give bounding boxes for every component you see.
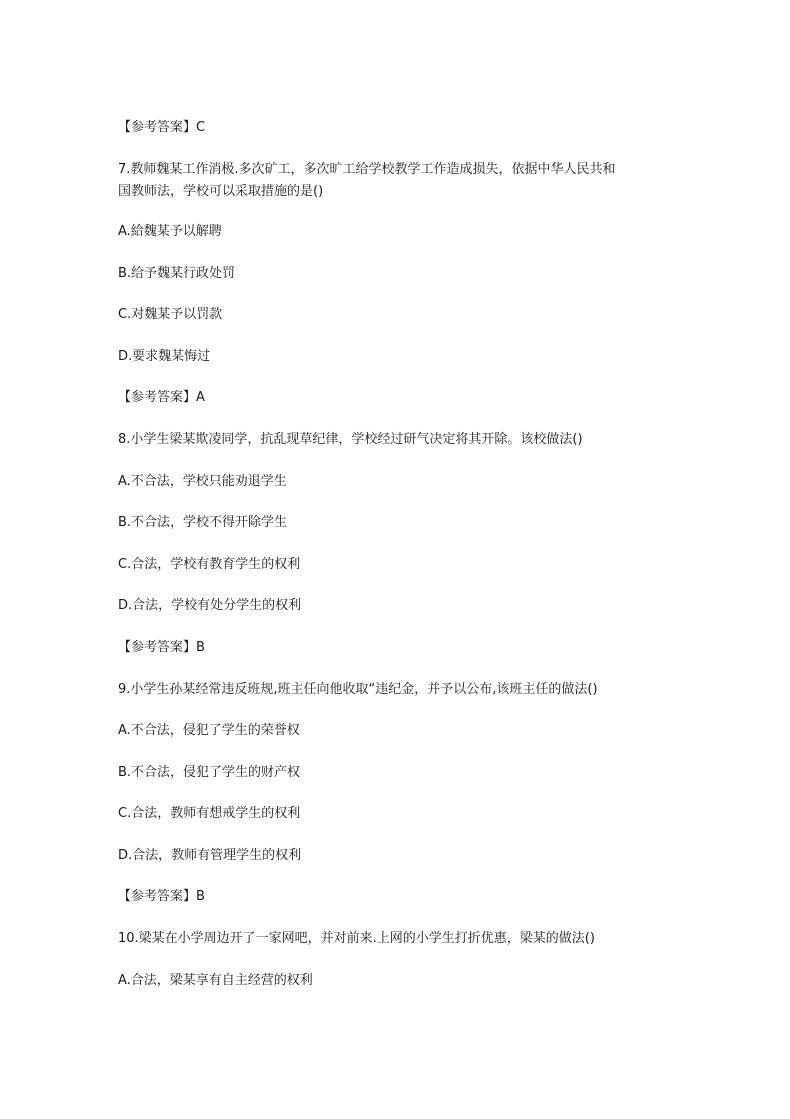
option-d: D.合法，学校有处分学生的权利 bbox=[118, 598, 302, 613]
option-c: C.合法，学校有教育学生的权利 bbox=[118, 557, 301, 572]
question-7-line-2: 国教师法，学校可以采取措施的是() bbox=[118, 184, 324, 199]
question-7-line-1: 7.教师魏某工作消极.多次矿工，多次旷工给学校教学工作造成损失，依据中华人民共和 bbox=[118, 162, 616, 177]
option-c: C.合法，教师有想戒学生的权利 bbox=[118, 806, 301, 821]
option-c: C.对魏某予以罚款 bbox=[118, 307, 223, 322]
option-b: B.给予魏某行政处罚 bbox=[118, 266, 236, 281]
option-b: B.不合法，侵犯了学生的财产权 bbox=[118, 765, 301, 780]
question-10: 10.梁某在小学周边开了一家网吧，并对前来.上网的小学生打折优惠，梁某的做法() bbox=[118, 931, 595, 946]
answer-line: 【参考答案】A bbox=[118, 390, 205, 405]
question-8: 8.小学生梁某欺凌同学，抗乱现草纪律，学校经过研气决定将其开除。该校做法() bbox=[118, 432, 583, 447]
option-a: A.合法，梁某享有自主经营的权利 bbox=[118, 973, 313, 988]
option-b: B.不合法，学校不得开除学生 bbox=[118, 515, 288, 530]
answer-line: 【参考答案】B bbox=[118, 640, 205, 655]
answer-line: 【参考答案】B bbox=[118, 889, 205, 904]
option-d: D.要求魏某悔过 bbox=[118, 349, 211, 364]
question-9: 9.小学生孙某经常违反班规,班主任向他收取“违纪金，并予以公布,该班主任的做法() bbox=[118, 682, 598, 697]
option-a: A.不合法，学校只能劝退学生 bbox=[118, 474, 287, 489]
option-a: A.不合法，侵犯了学生的荣誉权 bbox=[118, 723, 300, 738]
option-d: D.合法，教师有管理学生的权利 bbox=[118, 848, 302, 863]
answer-line: 【参考答案】C bbox=[118, 120, 206, 135]
option-a: A.給魏某予以解聘 bbox=[118, 224, 222, 239]
